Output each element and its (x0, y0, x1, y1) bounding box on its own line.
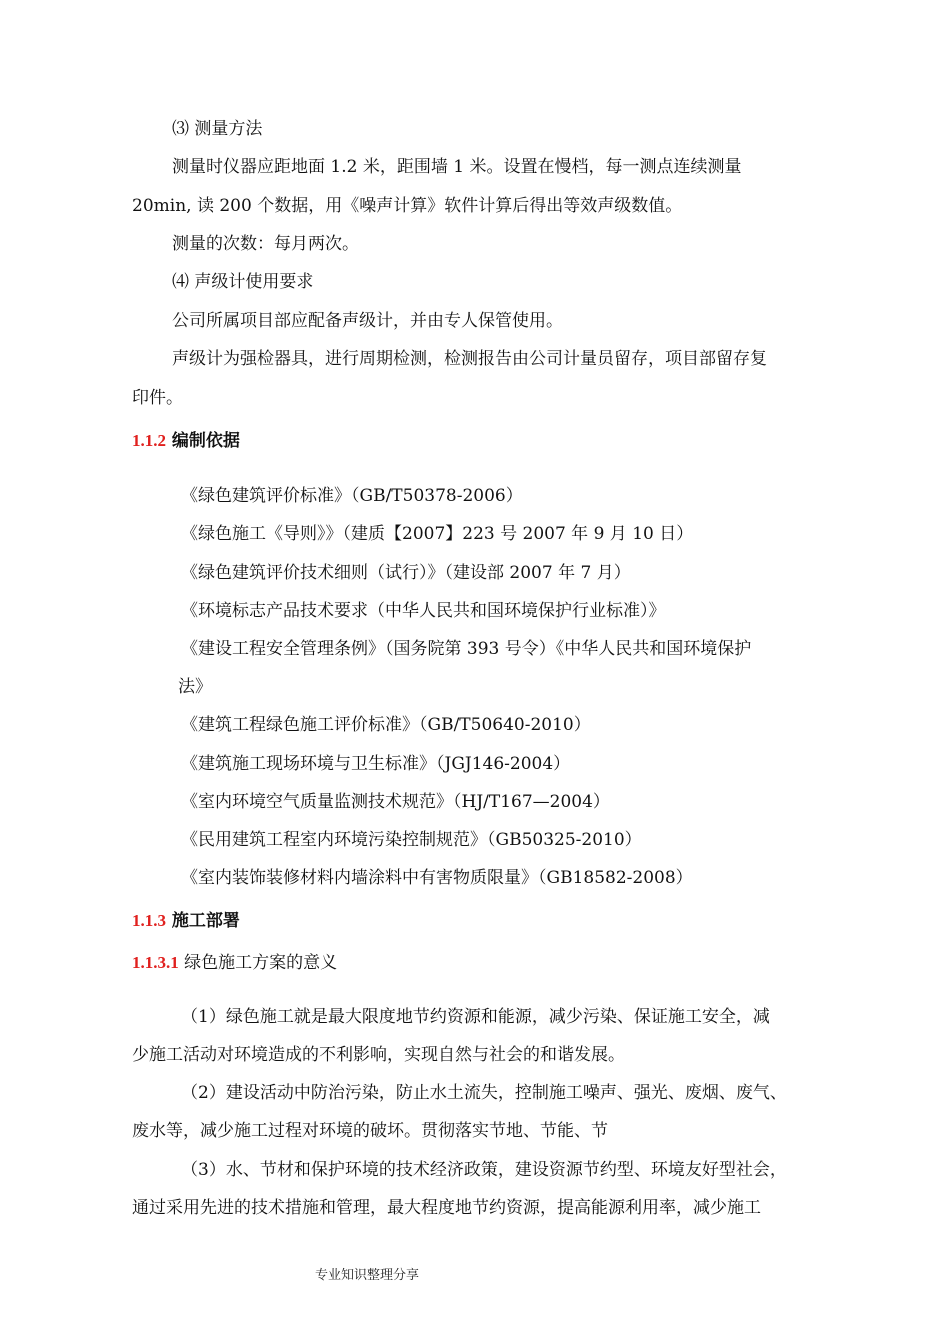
section-number: 1.1.2 (132, 431, 166, 450)
measure-method-title: ⑶ 测量方法 (172, 119, 263, 139)
section-title: 施工部署 (171, 911, 240, 931)
deploy-p2-line2: 废水等，减少施工过程对环境的破坏。贯彻落实节地、节能、节 (132, 1121, 608, 1141)
basis-item: 法》 (178, 677, 212, 697)
deploy-p3-line1: （3）水、节材和保护环境的技术经济政策，建设资源节约型、环境友好型社会， (181, 1160, 787, 1180)
measure-method-line2: 20min, 读 200 个数据，用《噪声计算》软件计算后得出等效声级数值。 (132, 196, 683, 216)
measure-method-line1: 测量时仪器应距地面 1.2 米，距围墙 1 米。设置在慢档，每一测点连续测量 (172, 157, 742, 177)
subsection-number: 1.1.3.1 (132, 953, 179, 972)
measure-req-line2: 声级计为强检器具，进行周期检测，检测报告由公司计量员留存，项目部留存复 (172, 349, 767, 369)
section-heading-deploy (132, 909, 240, 933)
page-footer: 专业知识整理分享 (315, 1268, 420, 1283)
section-number: 1.1.3 (132, 911, 166, 930)
basis-item: 《绿色施工《导则》》（建质【2007】223 号 2007 年 9 月 10 日） (181, 524, 694, 544)
basis-item: 《民用建筑工程室内环境污染控制规范》（GB50325-2010） (181, 830, 642, 850)
deploy-p3-line2: 通过采用先进的技术措施和管理，最大程度地节约资源，提高能源利用率，减少施工 (132, 1198, 761, 1218)
basis-item: 《环境标志产品技术要求（中华人民共和国环境保护行业标准）》 (181, 601, 666, 621)
deploy-p1-line1: （1）绿色施工就是最大限度地节约资源和能源，减少污染、保证施工安全，减 (181, 1007, 770, 1027)
section-heading-basis (132, 429, 240, 453)
deploy-p1-line2: 少施工活动对环境造成的不利影响，实现自然与社会的和谐发展。 (132, 1045, 625, 1065)
measure-req-line3: 印件。 (132, 388, 183, 408)
basis-item: 《室内环境空气质量监测技术规范》（HJ/T167—2004） (181, 792, 610, 812)
basis-item: 《绿色建筑评价技术细则（试行）》（建设部 2007 年 7 月） (181, 563, 631, 583)
basis-item: 《绿色建筑评价标准》（GB/T50378-2006） (181, 486, 523, 506)
section-title: 编制依据 (171, 431, 240, 451)
basis-item: 《建设工程安全管理条例》（国务院第 393 号令）《中华人民共和国环境保护 (181, 639, 752, 659)
basis-item: 《室内装饰装修材料内墙涂料中有害物质限量》（GB18582-2008） (181, 868, 693, 888)
deploy-p2-line1: （2）建设活动中防治污染，防止水土流失，控制施工噪声、强光、废烟、废气、 (181, 1083, 787, 1103)
measure-req-title: ⑷ 声级计使用要求 (172, 272, 314, 292)
basis-item: 《建筑施工现场环境与卫生标准》（JGJ146-2004） (181, 754, 571, 774)
basis-item: 《建筑工程绿色施工评价标准》（GB/T50640-2010） (181, 715, 591, 735)
measure-frequency: 测量的次数：每月两次。 (172, 234, 359, 254)
measure-req-line1: 公司所属项目部应配备声级计，并由专人保管使用。 (172, 311, 563, 331)
subsection-title: 绿色施工方案的意义 (184, 953, 338, 973)
subsection-heading-significance (132, 951, 337, 975)
